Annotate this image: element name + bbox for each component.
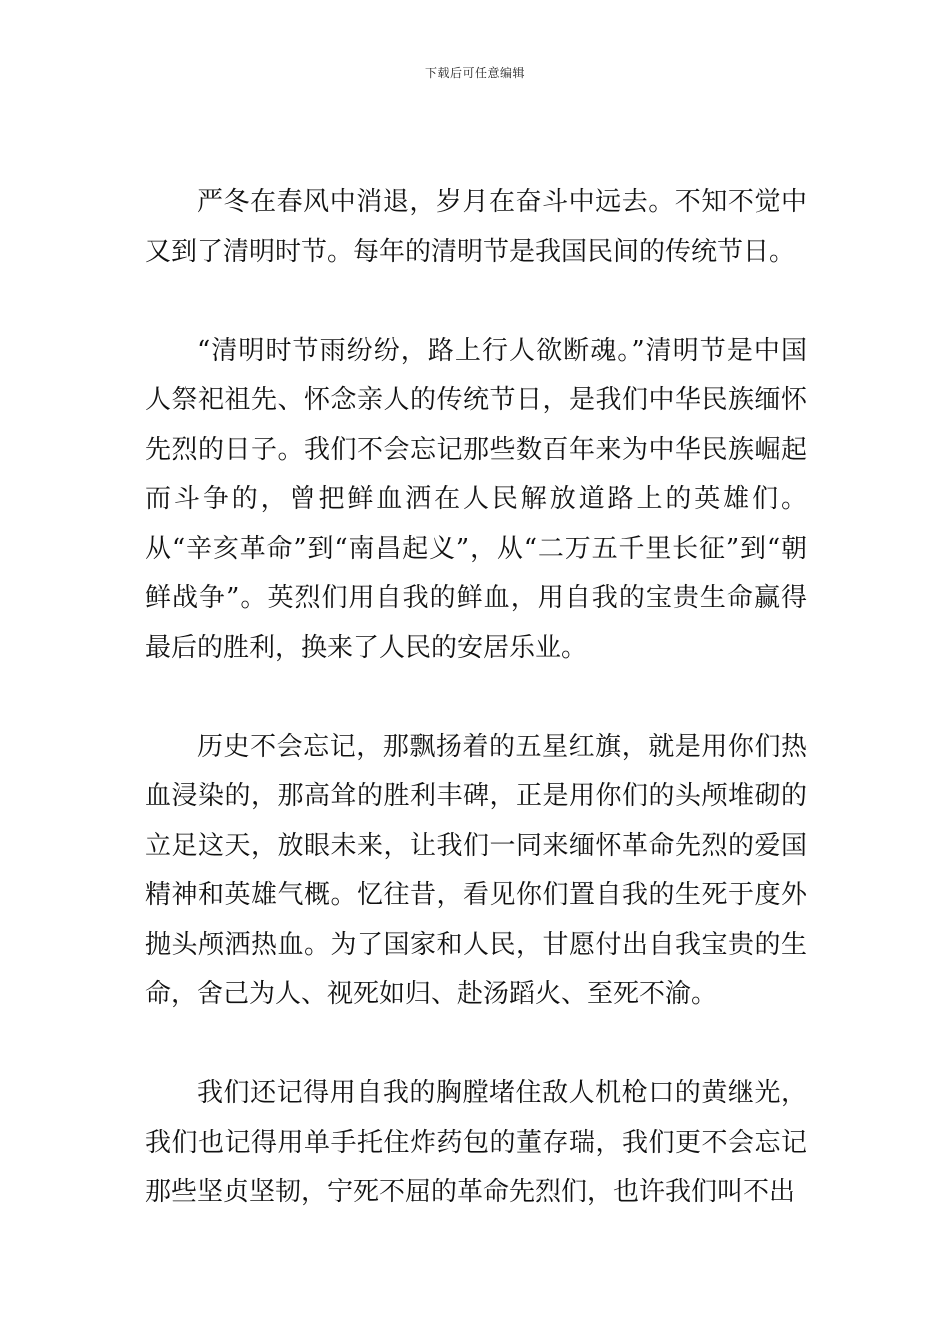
document-body xyxy=(145,178,807,1218)
paragraph-1: 严冬在春风中消退，岁月在奋斗中远去。不知不觉中又到了清明时节。每年的清明节是我国民间的传统节日。 xyxy=(145,187,807,267)
paragraph-2: “清明时节雨纷纷，路上行人欲断魂。”清明节是中国人祭祀祖先、怀念亲人的传统节日，是我们中华民族缅怀先烈的日子。我们不会忘记那些数百年来为中华民族崛起而斗争的，曾把鲜血洒在人民解放道路上的英雄们。从“辛亥革命”到“南昌起义”，从“二万五千里长征”到“朝鲜战争”。英烈们用自我的鲜血，用自我的宝贵生命赢得最后的胜利，换来了人民的安居乐业。 xyxy=(145,335,807,663)
paragraph-3: 历史不会忘记，那飘扬着的五星红旗，就是用你们热血浸染的，那高耸的胜利丰碑，正是用你们的头颅堆砌的立足这天，放眼未来，让我们一同来缅怀革命先烈的爱国精神和英雄气概。忆往昔，看见你们置自我的生死于度外抛头颅洒热血。为了国家和人民，甘愿付出自我宝贵的生命，舍己为人、视死如归、赴汤蹈火、至死不渝。 xyxy=(145,731,807,1009)
paragraph-4: 我们还记得用自我的胸膛堵住敌人机枪口的黄继光，我们也记得用单手托住炸药包的董存瑞，我们更不会忘记那些坚贞坚韧，宁死不屈的革命先烈们，也许我们叫不出 xyxy=(145,1078,807,1207)
header-note: 下载后可任意编辑 xyxy=(424,66,525,80)
